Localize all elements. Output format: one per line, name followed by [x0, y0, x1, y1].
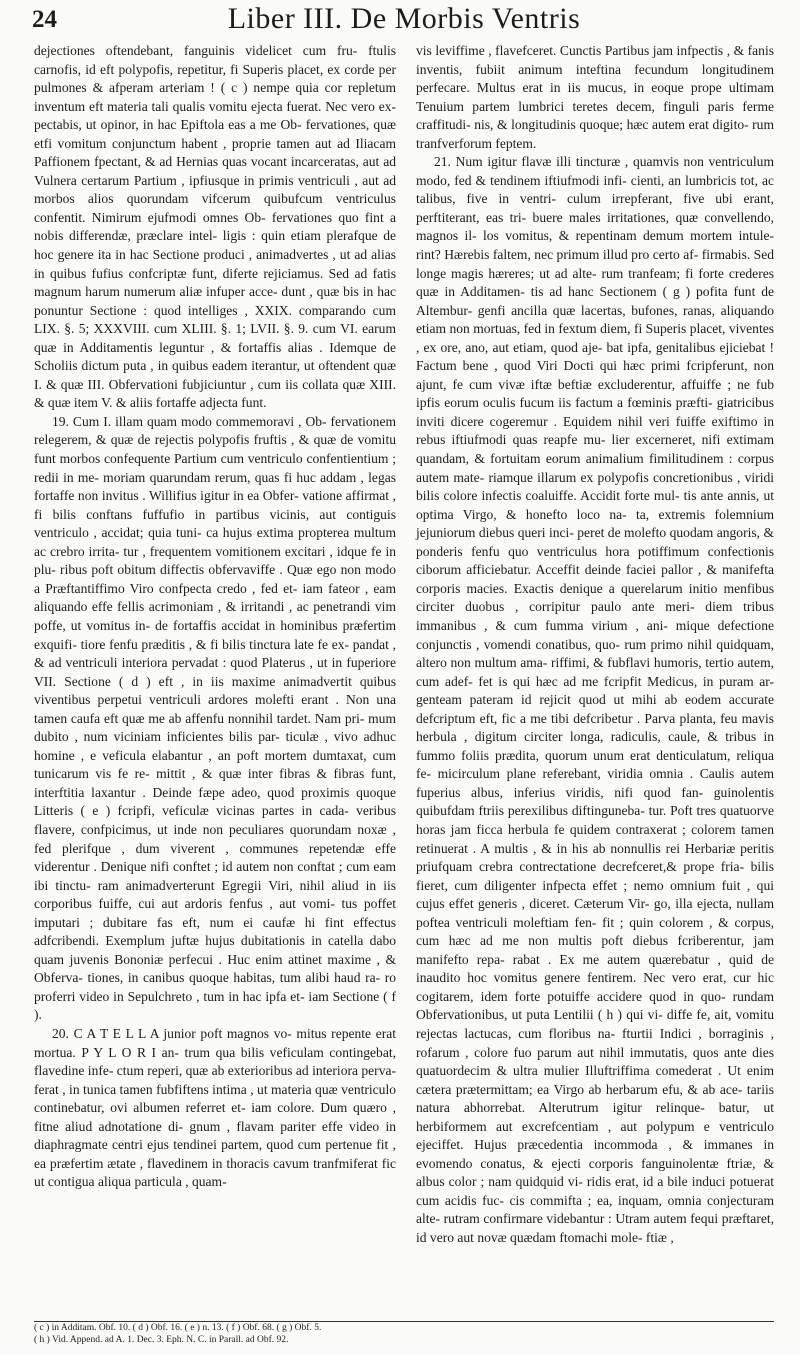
paragraph-20: 20. C A T E L L A junior poft magnos vo- mitus repente erat mortua. P Y L O R I an- trum qua bilis veficulam contingebat, flavedine infe- ctum reperi, quæ ab exterioribus ad interiora perva- ferat , in tunica tamen fubfiftens intima , ut materia quæ ventriculo continebatur, ovi albumen referret et- iam colore. Dum quæro , fitne aliud adnotatione di- gnum , flavam pariter effe video in diaphragmate centri ejus tendinei partem, quod cum pertenue fit , ea præfertim ætate , flavedinem in thoracis cavum tranfmiferat fic ut contigua aliqua particula , quam-: [34, 1025, 396, 1190]
page-number: 24: [32, 6, 57, 33]
paragraph-21: 21. Num igitur flavæ illi tincturæ , quamvis non ventriculum modo, fed & tendinem iftiufmodi infi- cienti, an lumbricis tot, ac talibus, five in ventri- culum irrepferant, five ubi erant, perftiterant, eas tri- buere males irritationes, quæ convellendo, magnos il- los vomitus, & repentinam demum mortem intule- rint? Hærebis faltem, nec primum illud pro certo af- firmabis. Sed longe magis hæreres; ut ad alte- rum tranfeam; fi forte crederes quæ in Additamen- tis ad hanc Sectionem ( g ) pofita funt de Altembur- genfi ancilla quæ lacertas, bufones, ranas, aliquando etiam non mortuas, fed in fextum diem, fi Superis placet, viventes , ex ore, ano, aut etiam, quod aje- bat ipfa, genitalibus ejiciebat ! Factum bene , quod Viri Docti qui hæc primi fcripferunt, non ajunt, fe cum vivæ iftæ beftiæ excluderentur, affuiffe ; ne fub ipfis eorum oculis fucum iis factum a fœminis præfti- giatricibus inviti dicere cogeremur . Equidem nihil veri fuiffe exiftimo in rebus iftiufmodi quas reapfe mu- lier excerneret, nifi extimam quandam, & fortuitam eorum animalium fimilitudinem : corpus autem mate- riamque illarum ex polypofis concretionibus , viridi bilis colore infectis coaluiffe. Accidit forte mul- tis ante annis, ut optima Virgo, & honefto loco na- ta, extremis folemnium jejuniorum diebus queri inci- peret de molefto quodam angoris, & ponderis fenfu quo ventriculus hora potiffimum confectionis ciborum afficiebatur. Acceffit deinde faciei pallor , & manifefta corporis macies. Exactis denique a querelarum initio menfibus circiter duobus , corripitur paulo ante meri- diem tribus immanibus , & cum fumma virium , ani- mique defectione conjunctis , vomendi conatibus, quo- rum primo nihil quidquam, altero non multum ama- riffimi, & fubflavi humoris, tertio autem, cum adef- fet is qui hæc ad me fcripfit Medicus, in puram ar- genteam pateram id rejicit quod ut mihi ab eodem accurate defcriptum eft, fic a me tibi defcribetur . Parva planta, feu mavis herbula , digitum circiter longa, radiculis, caule, & tribus in fummo foliis prædita, quorum unum erat denticulatum, reliqua fe- micirculum plane referebant, viridia omnia . Caulis autem fuperius albus, inferius viridis, nifi quod fan- guinolentis quibufdam ftriis perexilibus diftinguneba- tur. Poft tres quatuorve horas jam ficca herbula fe quidem contraxerat ; colorem tamen retinuerat . A multis , & in his ab nonnullis rei Herbariæ peritis priufquam crebra contrectatione decrefceret,& prope fria- bilis fieret, cum diligenter infpecta effet ; nemo omnium fuit , qui cujus effet generis , diceret. Cæterum Vir- go, illa ejecta, nullam poftea ventriculi moleftiam fen- fit ; quin colorem , & corpus, cum hæc ad me non multis poft diebus fcriberentur, jam manifefto repa- rabat . Ex me autem quærebatur , quid de inaudito hoc vomitus genere fentirem. Nec vero erat, cur hic cogitarem, idem forte potuiffe accidere quod in quo- rundam Obfervationibus, ut puta Lentilii ( h ) qui vi- diffe fe, ait, vomitu rejectas lactucas, cum floribus na- fturtii Indici , borraginis , rofarum , colore fuo parum aut nihil immutatis, quos ante dies quatuordecim & ultra mulier Illuftriffima comederat . Ut enim cætera prætermittam; ea Virgo ab herbarum efu, & ab ace- tariis natura abhorrebat. Alterutrum igitur relinque- batur, ut herbiformem aut excrefcentiam , aut polypum e ventriculo ejeciffet. Hujus præcedentia incommoda , & immanes in evomendo conatus, & ejecti corporis fanguinolentæ ftriæ, & albus color ; nam quidquid vi- ridis erat, id a bile induci potuerat cum acidis fuc- cis commifta ; ea, inquam, omnia conjecturam alte- rutram confirmare videbantur : Utram autem fequi præftaret, id vero aut novæ quædam ftomachi mole- ftiæ ,: [416, 154, 774, 1245]
footnote-line: ( h ) Vid. Append. ad A. 1. Dec. 3. Eph. N. C. in Parall. ad Obf. 92.: [34, 1334, 289, 1345]
footnote-divider: [34, 1321, 774, 1322]
running-title: Liber III. De Morbis Ventris: [227, 2, 581, 35]
paragraph-20-continued: vis leviffime , flavefceret. Cunctis Partibus jam infpectis , & fanis inventis, fubiit animum inteftina fecundum longitudinem perfecare. Multus erat in iis mucus, in eoque prope ultimam Tenuium partem lumbrici teretes decem, finguli paris ferme craffitudi- nis, & longitudinis quoque; hæc autem erat digito- rum tranfverforum feptem.: [416, 43, 774, 151]
paragraph-continuation: dejectiones oftendebant, fanguinis videlicet cum fru- ftulis carnofis, id eft polypofis, repetitur, fi Superis placet, ex corde per pulmones & afperam arteriam ! ( c ) nempe quia cor repletum inventum eft materia tali qualis vomitu ejecta fuerat. Nec vero ex- pectabis, ut opinor, in hac Epiftola eas a me Ob- fervationes, quæ etfi vomitum conjunctum habent , proprie tamen aut ad Iliacam Paffionem fpectant, & ad Hernias quas vocant incarceratas, aut ad Vulnera certarum Partium , ipfiusque in primis ventriculi , aut ad morbos alios quorundam vifcerum quibufcum ventriculus confentit. Nimirum ejufmodi omnes Ob- fervationes quo fint a nobis differendæ, præclare intel- ligis : quin etiam plerafque de hoc genere ita in hac Sectione produci , animadvertes , ut ad alias in quibus fufius confcriptæ funt, diferte rejiciamus. Sed ad fatis magnum harum numerum aliæ infuper acce- dunt , quæ bis in hac ponuntur Sectione : quod intelliges , XXIX. comparando cum LIX. §. 5; XXXVIII. cum XLIII. §. 1; LVII. §. 9. cum VI. earum quæ in Additamentis leguntur , & fortaffis alias . Idemque de Scholiis dictum puta , in quibus eadem iterantur, ut oftendent quæ I. & quæ III. Obfervationi fubjiciuntur , cum iis collata quæ XIII. & quæ item V. & aliis fortaffe adjecta funt.: [34, 43, 396, 411]
left-column: [34, 42, 396, 1192]
footnote-line: ( c ) in Additam. Obf. 10. ( d ) Obf. 16. ( e ) n. 13. ( f ) Obf. 68. ( g ) Obf. 5.: [34, 1323, 322, 1333]
paragraph-19: 19. Cum I. illam quam modo commemoravi , Ob- fervationem relegerem, & quæ de rejectis polypofis fruftis , & quæ de vomitu funt morbos confequente Partium cum ventriculo confentientium ; redii in me- moriam quarundam rerum, quas fi huc addam , legas fortaffe non invitus . Willifius igitur in ea Obfer- vatione affirmat , fi bilis conftans fuffufio in partibus vicinis, aut contiguis ventriculo , accidat; quia tuni- ca hujus extima propterea multum ac crebro irrita- tur , frequentem vomitionem excitari , idque fe in plu- ribus poft obitum diffectis obfervaviffe . Quæ ego non modo a Præftantiffimo Viro confpecta credo , fed et- iam fateor , eam aliquando effe fellis acrimoniam , & irritandi , ac penetrandi vim poffe, ut vomitus in- de fortaffis accidat in hominibus præfertim exquifi- tiore fenfu præditis , & fi bilis tinctura late fe ex- pandat , & ad ventriculi interiora pervadat : quod Platerus , ut in fuperiore VII. Sectione ( d ) eft , in iis maxime animadvertit quibus viventibus perpetui ventriculi ardores molefti erant . Non una tamen caufa eft quæ me ab affenfu nonnihil tardet. Nam pri- mum dubito , num viciniam inficientes bilis par- ticulæ , vivo adhuc homine , e veficula elabantur , an poft mortem dumtaxat, cum tunicarum vis fe re- mittit , & quæ inter fibras & fibras funt, interftitia laxantur . Deinde fæpe adeo, quod proximis quoque Litteris ( e ) fcripfi, veficulæ vicinas partes in cada- veribus flavere, confpicimus, ut inde non peculiares quorundam noxæ , fed plerifque , dum viverent , communes repetendæ effe viderentur . Denique nifi conftet ; id autem non conftat ; cum eam ibi tinctu- ram animadverterunt Egregii Viri, nihil aliud in iis corporibus fuiffe, cui aut ardoris fenfus , aut vomi- tus poffet imputari ; dubitare fas eft, num ei caufæ hi fint effectus adfcribendi. Exemplum juftæ hujus dubitationis in catella dabo quam juvenis Bononiæ perfecui . Huc enim attinet maxime , & Obferva- tiones, in canibus quoque habitas, tum alibi haud ra- ro proferri video in Sepulchreto , tum in hac ipfa et- iam Sectione ( f ).: [34, 413, 396, 1023]
page-header: [32, 2, 776, 42]
right-column: [416, 42, 774, 1248]
footnotes: [34, 1323, 774, 1346]
